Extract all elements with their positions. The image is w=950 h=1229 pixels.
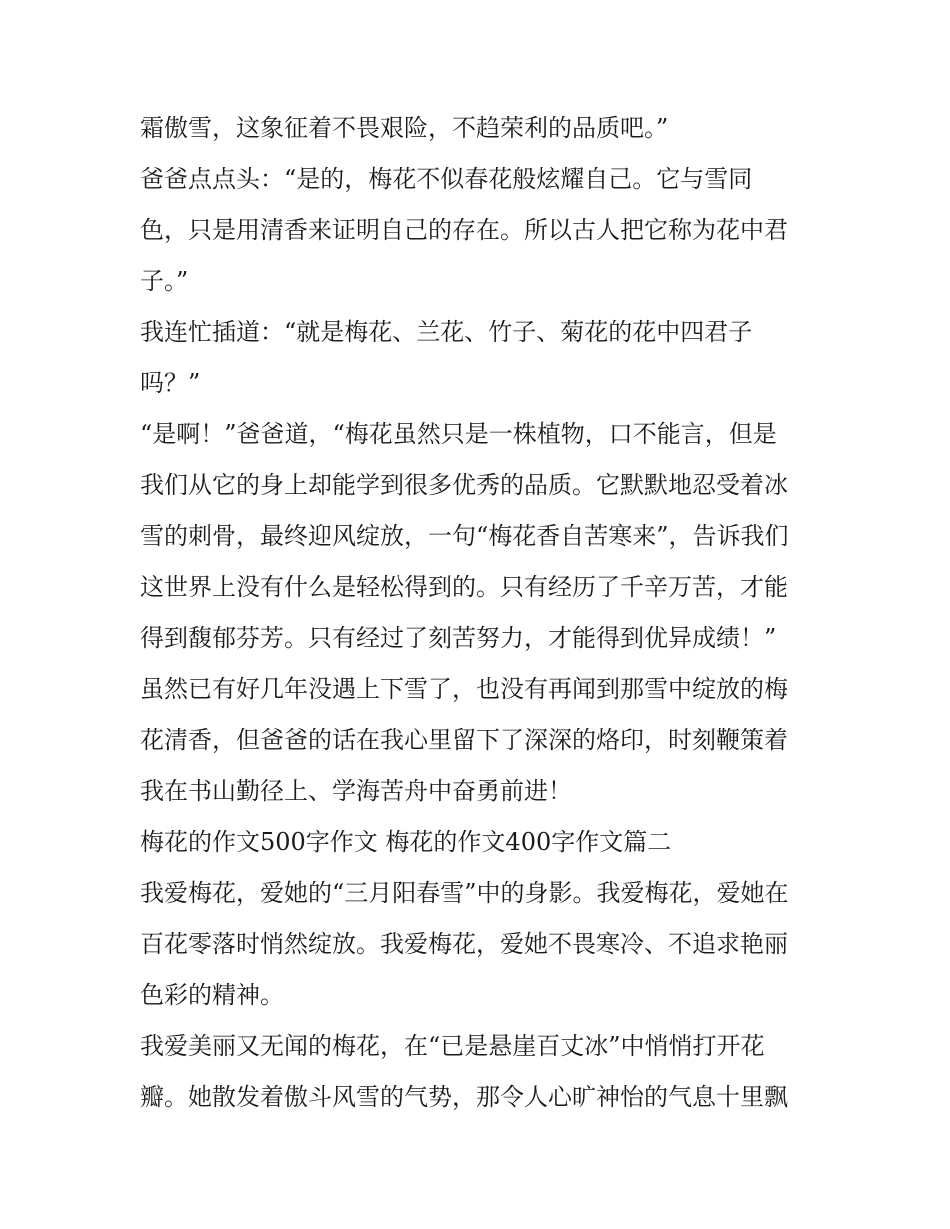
text-line: 我爱美丽又无闻的梅花，在“已是悬崖百丈冰”中悄悄打开花 (140, 1032, 765, 1060)
section-heading: 梅花的作文500字作文 梅花的作文400字作文篇二 (140, 828, 672, 856)
text-line: “是啊！”爸爸道，“梅花虽然只是一株植物，口不能言，但是 (140, 420, 777, 448)
text-line: 我爱梅花，爱她的“三月阳春雪”中的身影。我爱梅花，爱她在 (140, 879, 789, 907)
text-line: 我连忙插道：“就是梅花、兰花、竹子、菊花的花中四君子 (140, 318, 753, 346)
text-line: 子。” (140, 267, 189, 295)
text-line: 百花零落时悄然绽放。我爱梅花，爱她不畏寒冷、不追求艳丽 (140, 930, 788, 958)
text-line: 色彩的精神。 (140, 981, 284, 1009)
text-line: 雪的刺骨，最终迎风绽放，一句“梅花香自苦寒来”，告诉我们 (140, 522, 789, 550)
text-line: 瓣。她散发着傲斗风雪的气势，那令人心旷神怡的气息十里飘 (140, 1083, 788, 1111)
text-line: 我们从它的身上却能学到很多优秀的品质。它默默地忍受着冰 (140, 471, 788, 499)
text-line: 我在书山勤径上、学海苦舟中奋勇前进！ (140, 777, 572, 805)
text-line: 色，只是用清香来证明自己的存在。所以古人把它称为花中君 (140, 216, 788, 244)
text-line: 吗？” (140, 369, 201, 397)
text-line: 虽然已有好几年没遇上下雪了，也没有再闻到那雪中绽放的梅 (140, 675, 788, 703)
text-line: 得到馥郁芬芳。只有经过了刻苦努力，才能得到优异成绩！” (140, 624, 777, 652)
text-line: 爸爸点点头：“是的，梅花不似春花般炫耀自己。它与雪同 (140, 165, 753, 193)
text-line: 这世界上没有什么是轻松得到的。只有经历了千辛万苦，才能 (140, 573, 788, 601)
document-body (140, 103, 840, 1123)
text-line: 霜傲雪，这象征着不畏艰险，不趋荣利的品质吧。” (140, 114, 669, 142)
text-line: 花清香，但爸爸的话在我心里留下了深深的烙印，时刻鞭策着 (140, 726, 788, 754)
